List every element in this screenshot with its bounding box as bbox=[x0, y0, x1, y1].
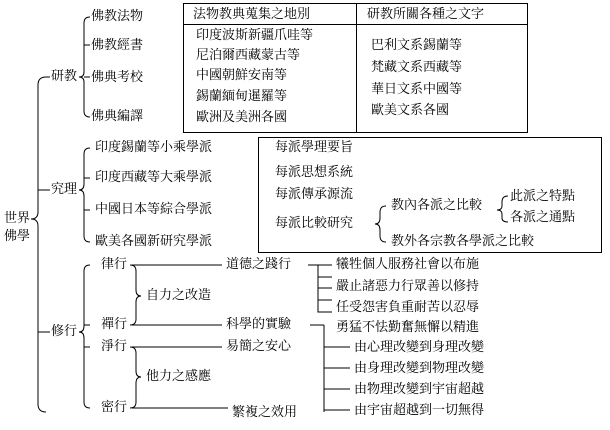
school-item: 歐美各國新研究學派 bbox=[95, 234, 213, 249]
aspect-item-comparative: 每派比較研究 bbox=[275, 216, 354, 231]
region-row: 印度波斯新疆爪哇等 bbox=[196, 28, 314, 43]
root-label-world: 世界 bbox=[4, 211, 31, 226]
aspect-item: 每派傳承源流 bbox=[275, 187, 354, 202]
script-row: 巴利文系錫蘭等 bbox=[371, 38, 463, 53]
study-label: 究理 bbox=[51, 182, 78, 197]
virtue-item: 任受怨害負重耐苦以忍辱 bbox=[336, 300, 480, 315]
research-item-collation: 佛典考校 bbox=[91, 70, 144, 85]
aspect-item: 每派思想系統 bbox=[275, 165, 354, 180]
school-item: 印度錫蘭等小乘學派 bbox=[95, 140, 213, 155]
method-precepts: 律行 bbox=[101, 257, 128, 272]
school-item: 中國日本等綜合學派 bbox=[95, 202, 213, 217]
script-row: 梵藏文系西藏等 bbox=[371, 60, 463, 75]
research-item-sutras: 佛教經書 bbox=[91, 38, 144, 53]
method-chan: 禪行 bbox=[101, 317, 128, 332]
region-row: 歐洲及美洲各國 bbox=[196, 110, 288, 125]
scientific-experiment: 科學的實驗 bbox=[226, 317, 292, 332]
script-row: 歐美文系各國 bbox=[371, 103, 450, 118]
virtue-item: 犧牲個人服務社會以布施 bbox=[336, 257, 480, 272]
method-pure-land: 淨行 bbox=[101, 339, 128, 354]
transform-item: 由物理改變到宇宙超越 bbox=[354, 382, 485, 397]
practice-label: 修行 bbox=[51, 324, 78, 339]
virtue-item: 勇猛不怯勤奮無懈以精進 bbox=[336, 320, 480, 335]
method-esoteric: 密行 bbox=[101, 400, 128, 415]
internal-comparison: 教內各派之比較 bbox=[391, 198, 483, 213]
table-header-scripts: 研教所關各種之文字 bbox=[367, 7, 485, 22]
virtue-item: 嚴止諸惡力行眾善以修持 bbox=[336, 279, 480, 294]
research-item-relics: 佛教法物 bbox=[91, 9, 144, 24]
table-header-regions: 法物教典蒐集之地別 bbox=[193, 7, 311, 22]
region-row: 錫蘭緬甸暹羅等 bbox=[196, 89, 288, 104]
external-comparison: 教外各宗教各學派之比較 bbox=[391, 234, 535, 249]
easy-peace: 易簡之安心 bbox=[226, 339, 292, 354]
aspect-item: 每派學理要旨 bbox=[275, 140, 354, 155]
region-row: 尼泊爾西藏蒙古等 bbox=[196, 48, 301, 63]
transform-item: 由宇宙超越到一切無得 bbox=[354, 403, 485, 418]
moral-practice: 道德之踐行 bbox=[226, 257, 292, 272]
research-label: 研教 bbox=[51, 69, 78, 84]
complex-effect: 繁複之效用 bbox=[232, 405, 298, 420]
region-row: 中國朝鮮安南等 bbox=[196, 68, 288, 83]
transform-item: 由身理改變到物理改變 bbox=[354, 361, 485, 376]
self-power: 自力之改造 bbox=[146, 288, 212, 303]
internal-point: 各派之通點 bbox=[510, 210, 576, 225]
school-item: 印度西藏等大乘學派 bbox=[95, 170, 213, 185]
other-power: 他力之感應 bbox=[146, 369, 212, 384]
script-row: 華日文系中國等 bbox=[371, 82, 463, 97]
internal-point: 此派之特點 bbox=[510, 189, 576, 204]
transform-item: 由心理改變到身理改變 bbox=[354, 340, 485, 355]
root-label-buddhism: 佛學 bbox=[4, 229, 31, 244]
research-item-translation: 佛典編譯 bbox=[91, 109, 144, 124]
